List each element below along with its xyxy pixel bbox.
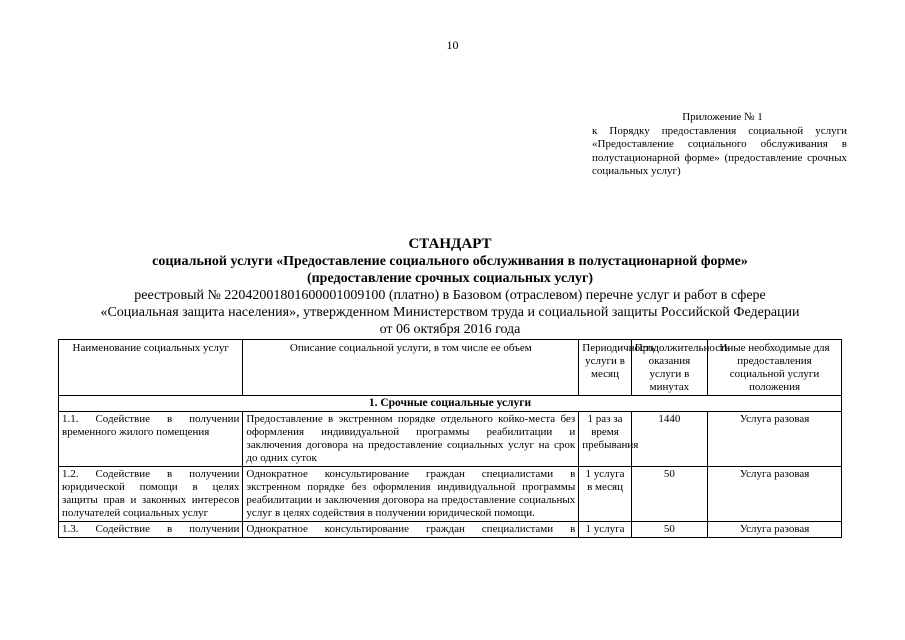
table-header-row: [59, 340, 842, 396]
section-row: [59, 396, 842, 412]
standard-subtitle-1: социальной услуги «Предоставление социального обслуживания в полустационарной форме»: [152, 254, 748, 269]
row-description: Однократное консультирование граждан специалистами в: [243, 522, 579, 538]
header-description: Описание социальной услуги, в том числе ее объем: [243, 340, 579, 396]
table-row: [59, 522, 842, 538]
header-name: Наименование социальных услуг: [59, 340, 243, 396]
table-row: [59, 467, 842, 522]
services-table: [58, 339, 842, 538]
row-periodicity: 1 услуга: [579, 522, 632, 538]
section-title: 1. Срочные социальные услуги: [59, 396, 842, 412]
standard-title: СТАНДАРТ: [408, 236, 492, 252]
standard-subtitle-2: (предоставление срочных социальных услуг): [306, 271, 594, 286]
row-duration: 50: [631, 467, 707, 522]
row-other: Услуга разовая: [708, 412, 842, 467]
row-other: Услуга разовая: [708, 467, 842, 522]
header-duration: Продолжительность оказания услуги в минутах: [631, 340, 707, 396]
registry-line-1: реестровый № 22042001801600001009100 (платно) в Базовом (отраслевом) перечне услуг и работ в сфере: [134, 288, 766, 303]
row-periodicity: 1 раз за время пребывания: [579, 412, 632, 467]
registry-line-3: от 06 октября 2016 года: [379, 322, 521, 337]
page-number: 10: [446, 38, 459, 52]
row-name: 1.1. Содействие в получении временного жилого помещения: [59, 412, 243, 467]
row-duration: 1440: [631, 412, 707, 467]
row-description: Однократное консультирование граждан специалистами в экстренном порядке без оформления индивидуальной программы реабилитации и заключения договора на предоставление социальных услуг в целях содействия в получении юридической помощи.: [243, 467, 579, 522]
row-other: Услуга разовая: [708, 522, 842, 538]
appendix-text: к Порядку предоставления социальной услуги «Предоставление социального обслуживания в полустационарной форме» (предоставление срочных социальных услуг): [592, 124, 847, 177]
header-periodicity: Периодичность услуги в месяц: [579, 340, 632, 396]
row-duration: 50: [631, 522, 707, 538]
appendix-title: Приложение № 1: [682, 111, 763, 123]
appendix-block: [592, 111, 847, 179]
table-row: [59, 412, 842, 467]
row-description: Предоставление в экстренном порядке отдельного койко-места без оформления индивидуальной программы реабилитации и заключения договора на предоставление социальных услуг на срок до одних суток: [243, 412, 579, 467]
row-periodicity: 1 услуга в месяц: [579, 467, 632, 522]
header-other: Иные необходимые для предоставления социальной услуги положения: [708, 340, 842, 396]
row-name: 1.3. Содействие в получении: [59, 522, 243, 538]
standard-heading: [40, 236, 860, 338]
row-name: 1.2. Содействие в получении юридической помощи в целях защиты прав и законных интересов получателей социальных услуг: [59, 467, 243, 522]
registry-line-2: «Социальная защита населения», утвержденном Министерством труда и социальной защиты Российской Федерации: [100, 305, 800, 320]
